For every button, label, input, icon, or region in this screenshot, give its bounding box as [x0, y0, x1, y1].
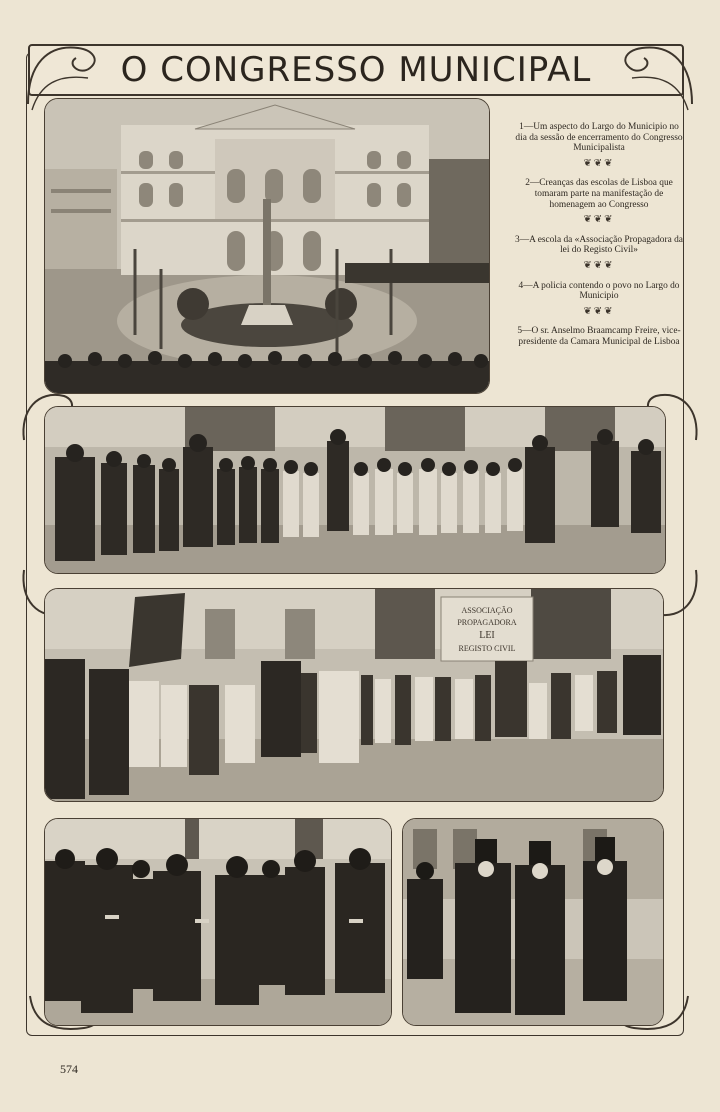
caption-3: 3—A escola da «Associação Propagadora da lei do Registo Civil»	[515, 234, 683, 256]
caption-4: 4—A policia contendo o povo no Largo do Municipio	[518, 280, 680, 302]
photo-town-hall-illustration	[45, 99, 489, 393]
photo-town-hall-square	[44, 98, 490, 394]
caption-ornament: ❦❦❦	[583, 305, 615, 317]
captions-column	[514, 122, 684, 348]
caption-ornament: ❦❦❦	[583, 157, 615, 169]
photo-banner-line3: LEI	[479, 630, 495, 641]
photo-banner-line2: PROPAGADORA	[457, 618, 517, 627]
caption-ornament: ❦❦❦	[583, 259, 615, 271]
title-banner	[28, 44, 684, 96]
caption-2: 2—Creanças das escolas de Lisboa que tomaram parte na manifestação de homenagem ao Congresso	[525, 178, 673, 210]
scroll-ornament-top-right	[612, 34, 702, 114]
photo-banner-line1: ASSOCIAÇÃO	[461, 606, 513, 615]
photo-braamcamp-freire	[402, 818, 664, 1026]
caption-ornament: ❦❦❦	[583, 214, 615, 226]
photo-association-illustration	[45, 589, 663, 801]
page-number: 574	[60, 1062, 78, 1076]
photo-children-illustration	[45, 407, 665, 573]
photo-freire-illustration	[403, 819, 663, 1025]
photo-police-crowd	[44, 818, 392, 1026]
photo-banner-line4: REGISTO CIVIL	[458, 644, 516, 653]
photo-association-school	[44, 588, 664, 802]
caption-5: 5—O sr. Anselmo Braamcamp Freire, vice-presidente da Camara Municipal de Lisboa	[517, 326, 681, 347]
photo-school-children	[44, 406, 666, 574]
page-title: O CONGRESSO MUNICIPAL	[120, 50, 592, 90]
photo-police-illustration	[45, 819, 391, 1025]
caption-1: 1—Um aspecto do Largo do Municipio no dia da sessão de encerramento do Congresso Municipalista	[515, 122, 683, 154]
